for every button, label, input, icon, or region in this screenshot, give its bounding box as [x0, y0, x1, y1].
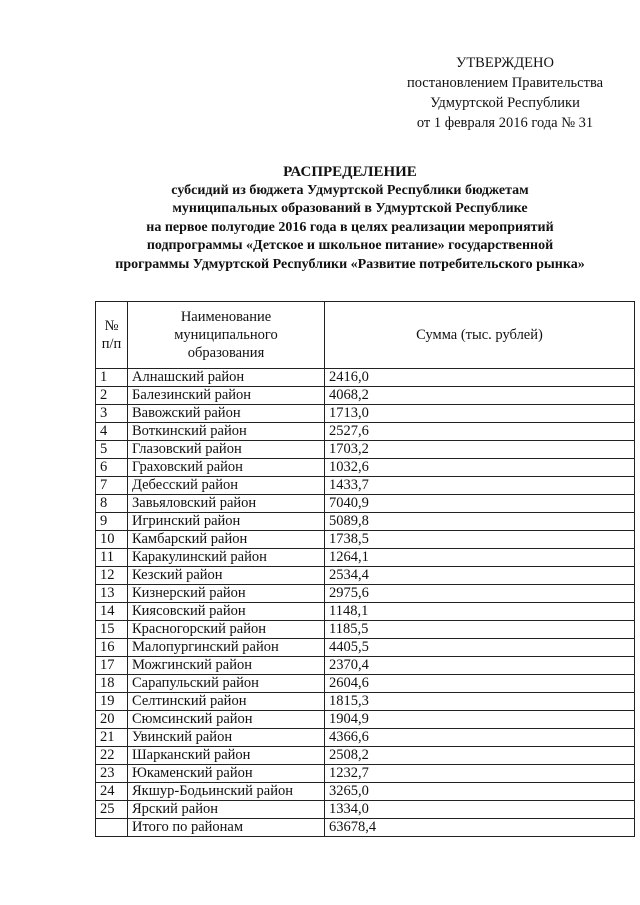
row-number — [96, 819, 128, 837]
row-sum: 1185,5 — [325, 621, 635, 639]
table-row — [96, 657, 635, 675]
row-municipality: Увинский район — [128, 729, 325, 747]
row-number: 23 — [96, 765, 128, 783]
table-row — [96, 531, 635, 549]
row-municipality: Можгинский район — [128, 657, 325, 675]
table-row — [96, 513, 635, 531]
table-row — [96, 441, 635, 459]
row-number: 24 — [96, 783, 128, 801]
row-sum: 1703,2 — [325, 441, 635, 459]
heading-line: муниципальных образований в Удмуртской Республике — [172, 201, 528, 216]
heading-line: подпрограммы «Детское и школьное питание» государственной — [146, 238, 554, 253]
table-row — [96, 621, 635, 639]
row-municipality: Киясовский район — [128, 603, 325, 621]
row-municipality: Юкаменский район — [128, 765, 325, 783]
header-number — [96, 302, 128, 369]
table-row — [96, 801, 635, 819]
row-municipality: Ярский район — [128, 801, 325, 819]
row-municipality: Сарапульский район — [128, 675, 325, 693]
approval-line: Удмуртской Республики — [430, 95, 580, 111]
row-sum: 2604,6 — [325, 675, 635, 693]
header-name-line: образования — [187, 345, 265, 361]
row-municipality: Шарканский район — [128, 747, 325, 765]
approval-title: УТВЕРЖДЕНО — [456, 55, 554, 71]
row-number: 25 — [96, 801, 128, 819]
row-sum: 4405,5 — [325, 639, 635, 657]
table-row — [96, 765, 635, 783]
table-row — [96, 639, 635, 657]
row-sum: 7040,9 — [325, 495, 635, 513]
header-name-line: Наименование — [180, 309, 272, 325]
row-sum: 2527,6 — [325, 423, 635, 441]
row-municipality: Селтинский район — [128, 693, 325, 711]
heading-line: субсидий из бюджета Удмуртской Республики бюджетам — [171, 182, 529, 198]
row-sum: 1264,1 — [325, 549, 635, 567]
row-sum: 1738,5 — [325, 531, 635, 549]
row-number: 9 — [96, 513, 128, 531]
table-row — [96, 747, 635, 765]
header-number-line: п/п — [101, 336, 122, 352]
row-municipality: Граховский район — [128, 459, 325, 477]
row-number: 11 — [96, 549, 128, 567]
row-number: 4 — [96, 423, 128, 441]
row-number: 16 — [96, 639, 128, 657]
row-municipality: Игринский район — [128, 513, 325, 531]
row-municipality: Камбарский район — [128, 531, 325, 549]
row-number: 1 — [96, 369, 128, 387]
row-municipality: Итого по районам — [128, 819, 325, 837]
row-number: 22 — [96, 747, 128, 765]
row-number: 6 — [96, 459, 128, 477]
row-municipality: Каракулинский район — [128, 549, 325, 567]
row-municipality: Красногорский район — [128, 621, 325, 639]
row-number: 19 — [96, 693, 128, 711]
row-sum: 1904,9 — [325, 711, 635, 729]
table-row — [96, 567, 635, 585]
header-name — [128, 302, 325, 369]
table-row — [96, 693, 635, 711]
row-municipality: Сюмсинский район — [128, 711, 325, 729]
row-number: 3 — [96, 405, 128, 423]
row-sum: 2508,2 — [325, 747, 635, 765]
row-sum: 1334,0 — [325, 801, 635, 819]
distribution-table — [95, 301, 635, 837]
row-municipality: Алнашский район — [128, 369, 325, 387]
row-number: 5 — [96, 441, 128, 459]
row-municipality: Кизнерский район — [128, 585, 325, 603]
row-sum: 1713,0 — [325, 405, 635, 423]
row-sum: 1148,1 — [325, 603, 635, 621]
row-municipality: Балезинский район — [128, 387, 325, 405]
table-row — [96, 675, 635, 693]
heading-line: программы Удмуртской Республики «Развитие потребительского рынка» — [115, 256, 585, 272]
row-sum: 4068,2 — [325, 387, 635, 405]
table-row — [96, 549, 635, 567]
row-number: 15 — [96, 621, 128, 639]
row-sum: 1232,7 — [325, 765, 635, 783]
table-row — [96, 477, 635, 495]
row-municipality: Воткинский район — [128, 423, 325, 441]
row-municipality: Глазовский район — [128, 441, 325, 459]
row-sum: 1032,6 — [325, 459, 635, 477]
row-number: 20 — [96, 711, 128, 729]
row-sum: 2416,0 — [325, 369, 635, 387]
row-number: 18 — [96, 675, 128, 693]
row-sum: 4366,6 — [325, 729, 635, 747]
row-municipality: Кезский район — [128, 567, 325, 585]
row-number: 2 — [96, 387, 128, 405]
header-sum: Сумма (тыс. рублей) — [325, 302, 635, 369]
header-number-line: № — [104, 318, 119, 334]
row-number: 12 — [96, 567, 128, 585]
row-number: 21 — [96, 729, 128, 747]
row-municipality: Дебесский район — [128, 477, 325, 495]
table-row — [96, 369, 635, 387]
table-row — [96, 423, 635, 441]
table-header-row — [96, 302, 635, 369]
row-number: 10 — [96, 531, 128, 549]
table-row — [96, 585, 635, 603]
heading-line: на первое полугодие 2016 года в целях реализации мероприятий — [146, 219, 554, 235]
table-body — [96, 369, 635, 837]
row-number: 13 — [96, 585, 128, 603]
table-row — [96, 459, 635, 477]
row-sum: 3265,0 — [325, 783, 635, 801]
table-total-row — [96, 819, 635, 837]
table-row — [96, 711, 635, 729]
table-row — [96, 783, 635, 801]
approval-date: от 1 февраля 2016 года № 31 — [416, 115, 594, 131]
row-sum: 1433,7 — [325, 477, 635, 495]
row-sum: 5089,8 — [325, 513, 635, 531]
approval-stamp — [380, 53, 630, 133]
row-municipality: Якшур-Бодьинский район — [128, 783, 325, 801]
table-row — [96, 495, 635, 513]
row-number: 17 — [96, 657, 128, 675]
document-title: РАСПРЕДЕЛЕНИЕ — [283, 164, 417, 180]
row-municipality: Вавожский район — [128, 405, 325, 423]
row-sum: 2975,6 — [325, 585, 635, 603]
approval-line: постановлением Правительства — [406, 75, 604, 91]
row-number: 8 — [96, 495, 128, 513]
table-row — [96, 729, 635, 747]
header-name-line: муниципального — [174, 327, 278, 343]
table-row — [96, 405, 635, 423]
row-sum: 63678,4 — [325, 819, 635, 837]
row-number: 7 — [96, 477, 128, 495]
table-row — [96, 387, 635, 405]
table-row — [96, 603, 635, 621]
row-sum: 1815,3 — [325, 693, 635, 711]
row-sum: 2534,4 — [325, 567, 635, 585]
row-sum: 2370,4 — [325, 657, 635, 675]
row-number: 14 — [96, 603, 128, 621]
row-municipality: Завьяловский район — [128, 495, 325, 513]
row-municipality: Малопургинский район — [128, 639, 325, 657]
document-heading — [85, 163, 615, 274]
